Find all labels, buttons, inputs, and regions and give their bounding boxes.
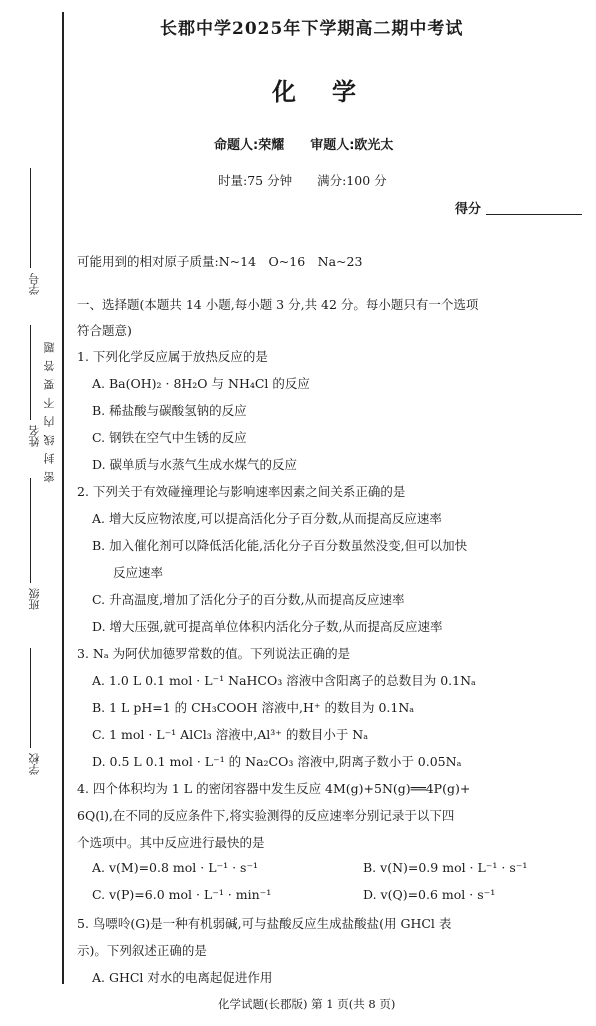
section-title-cont: 符合题意) [77, 323, 132, 338]
seal-warning: 密 封 线 内 不 要 答 题 [43, 340, 56, 483]
class-line [30, 478, 31, 583]
question-4-stem-3: 个选项中。其中反应进行最快的是 [77, 835, 265, 850]
q5-option-a: A. GHCl 对水的电离起促进作用 [92, 970, 273, 985]
authors: 命题人:荣耀 审题人:欧光太 [214, 138, 394, 153]
atomic-mass-note: 可能用到的相对原子质量:N~14 O~16 Na~23 [77, 254, 363, 269]
q2-option-d: D. 增大压强,就可提高单位体积内活化分子数,从而提高反应速率 [92, 619, 443, 634]
q3-option-c: C. 1 mol · L⁻¹ AlCl₃ 溶液中,Al³⁺ 的数目小于 Nₐ [92, 727, 369, 742]
student-id-line [30, 168, 31, 268]
subject-title: 化学 [272, 77, 392, 106]
q3-option-d: D. 0.5 L 0.1 mol · L⁻¹ 的 Na₂CO₃ 溶液中,阴离子数小于 0.05Nₐ [92, 754, 462, 769]
q4-option-b: B. v(N)=0.9 mol · L⁻¹ · s⁻¹ [363, 860, 528, 875]
q2-option-b-cont: 反应速率 [113, 565, 164, 580]
binding-margin-line [62, 12, 64, 984]
q4-option-d: D. v(Q)=0.6 mol · s⁻¹ [363, 887, 496, 902]
q2-option-b: B. 加入催化剂可以降低活化能,活化分子百分数虽然没变,但可以加快 [92, 538, 468, 553]
name-label: 姓名 [28, 425, 41, 447]
q3-option-a: A. 1.0 L 0.1 mol · L⁻¹ NaHCO₃ 溶液中含阳离子的总数目为 0.1Nₐ [92, 673, 476, 688]
q1-option-b: B. 稀盐酸与碳酸氢钠的反应 [92, 403, 247, 418]
section-title: 一、选择题(本题共 14 小题,每小题 3 分,共 42 分。每小题只有一个选项 [77, 297, 479, 312]
question-2-stem: 2. 下列关于有效碰撞理论与影响速率因素之间关系正确的是 [77, 484, 406, 499]
score-blank[interactable] [486, 214, 582, 215]
q4-option-c: C. v(P)=6.0 mol · L⁻¹ · min⁻¹ [92, 887, 272, 902]
timing-info: 时量:75 分钟 满分:100 分 [218, 173, 387, 188]
question-5-stem-2: 示)。下列叙述正确的是 [77, 943, 207, 958]
student-id-label: 学号 [28, 273, 41, 295]
question-4-stem-2: 6Q(l),在不同的反应条件下,将实验测得的反应速率分别记录于以下四 [77, 808, 455, 823]
q1-option-c: C. 钢铁在空气中生锈的反应 [92, 430, 247, 445]
q1-option-d: D. 碳单质与水蒸气生成水煤气的反应 [92, 457, 298, 472]
page-footer: 化学试题(长郡版) 第 1 页(共 8 页) [218, 997, 396, 1011]
question-4-stem-1: 4. 四个体积均为 1 L 的密闭容器中发生反应 4M(g)+5N(g)══4P(g)+ [77, 781, 471, 796]
score-label: 得分 [455, 202, 482, 217]
question-5-stem-1: 5. 鸟嘌呤(G)是一种有机弱碱,可与盐酸反应生成盐酸盐(用 GHCl 表 [77, 916, 452, 931]
name-line [30, 325, 31, 420]
question-3-stem: 3. Nₐ 为阿伏加德罗常数的值。下列说法正确的是 [77, 646, 351, 661]
q3-option-b: B. 1 L pH=1 的 CH₃COOH 溶液中,H⁺ 的数目为 0.1Nₐ [92, 700, 415, 715]
q2-option-a: A. 增大反应物浓度,可以提高活化分子百分数,从而提高反应速率 [92, 511, 442, 526]
class-label: 班级 [28, 588, 41, 610]
q1-option-a: A. Ba(OH)₂ · 8H₂O 与 NH₄Cl 的反应 [92, 376, 310, 391]
school-label: 学校 [28, 753, 41, 775]
exam-title: 长郡中学2025年下学期高二期中考试 [160, 19, 464, 39]
school-line [30, 648, 31, 748]
question-1-stem: 1. 下列化学反应属于放热反应的是 [77, 349, 268, 364]
q4-option-a: A. v(M)=0.8 mol · L⁻¹ · s⁻¹ [92, 860, 259, 875]
q2-option-c: C. 升高温度,增加了活化分子的百分数,从而提高反应速率 [92, 592, 405, 607]
